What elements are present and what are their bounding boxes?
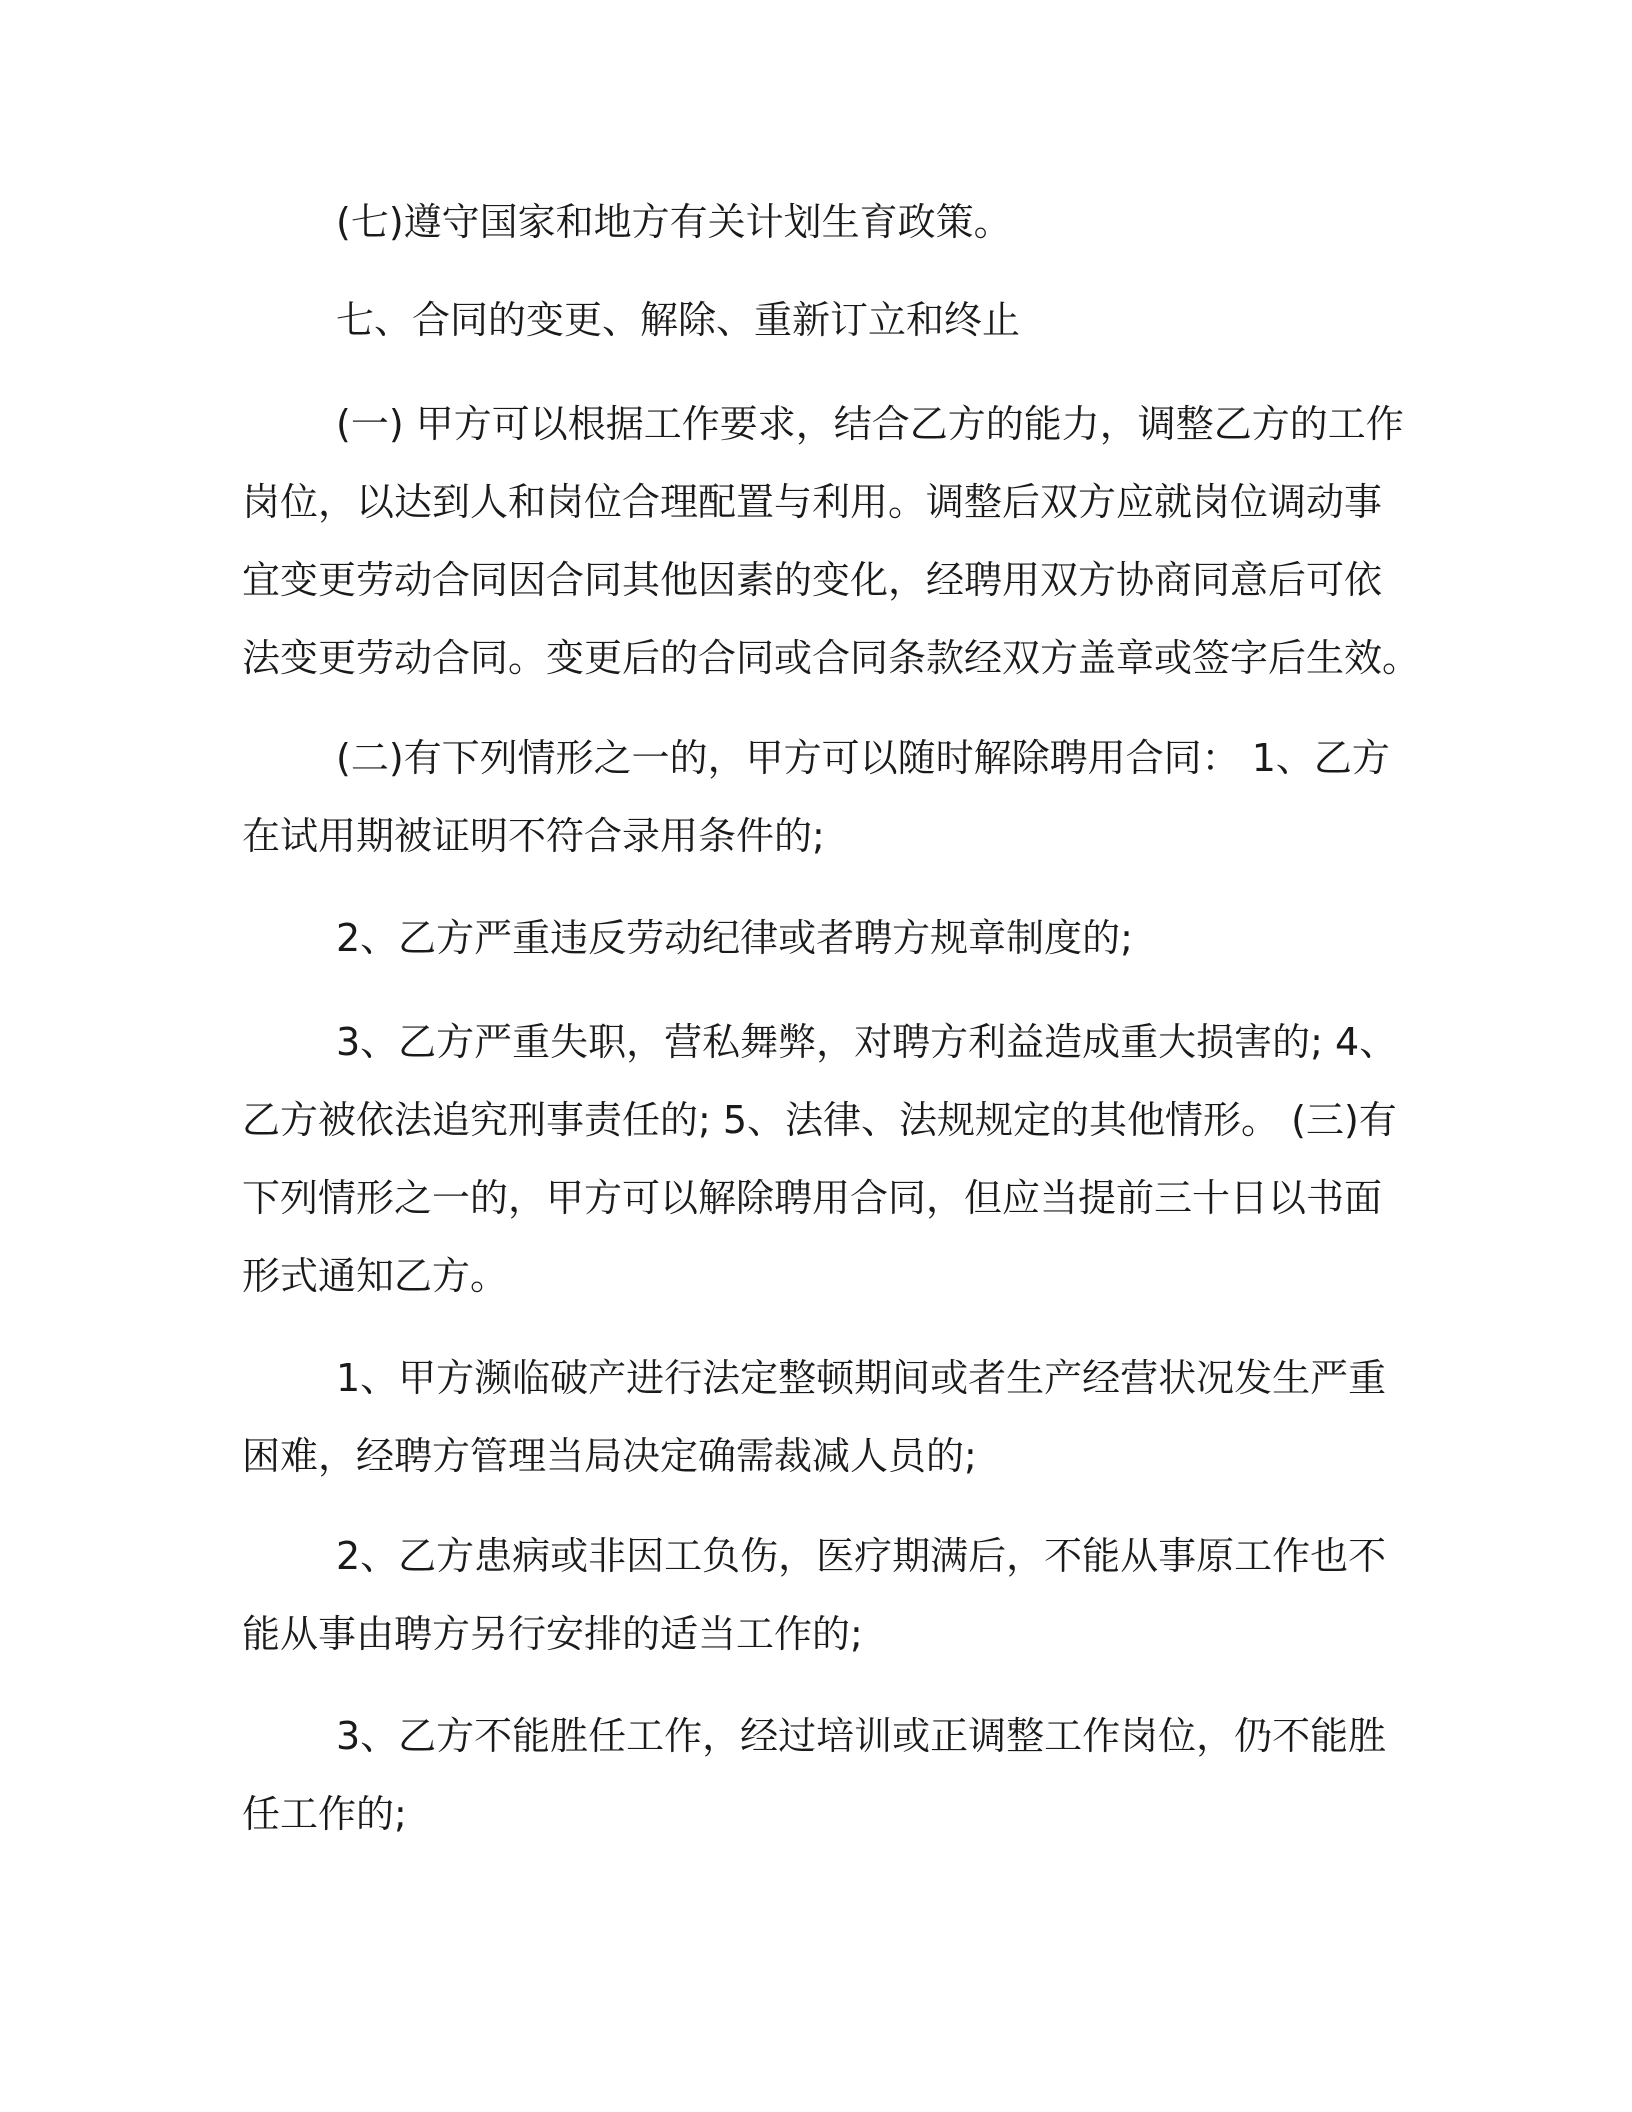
paragraph-line: 3、乙方严重失职，营私舞弊，对聘方利益造成重大损害的; 4、 bbox=[336, 1020, 1398, 1064]
paragraph-line: (二)有下列情形之一的，甲方可以随时解除聘用合同： 1、乙方 bbox=[336, 736, 1390, 780]
paragraph-line: (七)遵守国家和地方有关计划生育政策。 bbox=[336, 200, 1012, 244]
paragraph-line: 在试用期被证明不符合录用条件的; bbox=[242, 814, 825, 858]
paragraph-line: 宜变更劳动合同因合同其他因素的变化，经聘用双方协商同意后可依 bbox=[242, 558, 1383, 602]
paragraph-line: 2、乙方严重违反劳动纪律或者聘方规章制度的; bbox=[336, 916, 1133, 960]
paragraph-line: 任工作的; bbox=[242, 1792, 407, 1836]
paragraph-line: 能从事由聘方另行安排的适当工作的; bbox=[242, 1612, 863, 1656]
paragraph-line: 乙方被依法追究刑事责任的; 5、法律、法规规定的其他情形。 (三)有 bbox=[242, 1098, 1397, 1142]
paragraph-line: (一) 甲方可以根据工作要求，结合乙方的能力，调整乙方的工作 bbox=[336, 402, 1404, 446]
paragraph-line: 岗位，以达到人和岗位合理配置与利用。调整后双方应就岗位调动事 bbox=[242, 480, 1383, 524]
paragraph-line: 1、甲方濒临破产进行法定整顿期间或者生产经营状况发生严重 bbox=[336, 1356, 1387, 1400]
section-heading: 七、合同的变更、解除、重新订立和终止 bbox=[336, 298, 1021, 342]
paragraph-line: 形式通知乙方。 bbox=[242, 1254, 509, 1298]
paragraph-line: 法变更劳动合同。变更后的合同或合同条款经双方盖章或签字后生效。 bbox=[242, 636, 1421, 680]
paragraph-line: 困难，经聘方管理当局决定确需裁减人员的; bbox=[242, 1434, 977, 1478]
paragraph-line: 下列情形之一的，甲方可以解除聘用合同，但应当提前三十日以书面 bbox=[242, 1176, 1383, 1220]
paragraph-line: 3、乙方不能胜任工作，经过培训或正调整工作岗位，仍不能胜 bbox=[336, 1714, 1387, 1758]
paragraph-line: 2、乙方患病或非因工负伤，医疗期满后，不能从事原工作也不 bbox=[336, 1534, 1387, 1578]
